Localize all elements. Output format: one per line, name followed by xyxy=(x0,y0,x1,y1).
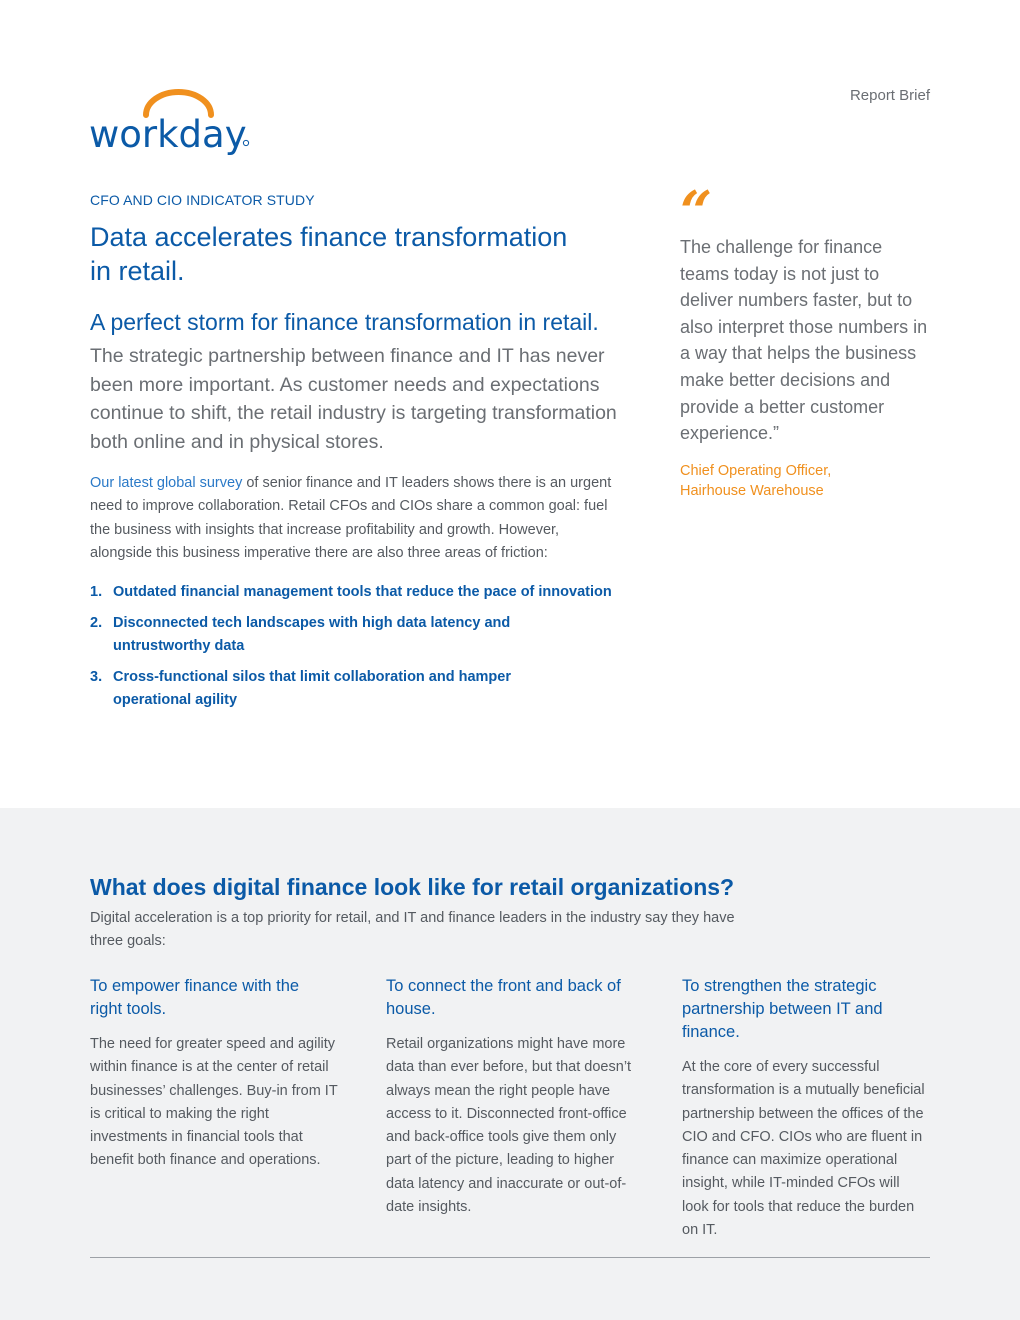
bottom-divider xyxy=(90,1257,930,1258)
lead-paragraph: The strategic partnership between finance and IT has never been more important. As customer needs and expectations continue to shift, the retail industry is targeting transformation both online and in physical stores. xyxy=(90,345,617,453)
section-subtitle: A perfect storm for finance transformation in retail. xyxy=(90,309,599,335)
pull-quote xyxy=(680,179,930,501)
goal-heading: To strengthen the strategic partnership between IT and finance. xyxy=(682,977,883,1041)
survey-link[interactable]: Our latest global survey xyxy=(90,475,243,491)
friction-text: Outdated financial management tools that reduce the pace of innovation xyxy=(113,584,612,601)
friction-list xyxy=(90,581,650,713)
document-type-label: Report Brief xyxy=(849,87,930,104)
quote-attribution xyxy=(680,461,930,501)
survey-paragraph xyxy=(90,472,615,565)
digital-finance-intro: Digital acceleration is a top priority for retail, and IT and finance leaders in the industry say they have three goals: xyxy=(90,910,735,949)
digital-finance-title: What does digital finance look like for retail organizations? xyxy=(90,874,735,900)
goal-column xyxy=(90,975,340,1173)
goal-column xyxy=(386,975,636,1219)
quote-text: The challenge for finance teams today is not just to deliver numbers faster, but to also interpret those numbers in a way that helps the business make better decisions and provide a better customer experience.” xyxy=(680,237,928,444)
friction-text: Disconnected tech landscapes with high data latency and untrustworthy data xyxy=(113,614,511,655)
friction-item xyxy=(90,666,650,713)
goal-column xyxy=(682,975,932,1242)
friction-text: Cross-functional silos that limit collaboration and hamper operational agility xyxy=(113,668,511,709)
friction-number: 1. xyxy=(90,584,103,601)
goal-heading: To empower finance with the right tools. xyxy=(90,977,300,1018)
logo-wordmark: workday xyxy=(89,113,247,156)
intro-section xyxy=(90,192,650,720)
quote-attribution-company: Hairhouse Warehouse xyxy=(680,482,824,499)
friction-number: 3. xyxy=(90,668,103,685)
goal-heading: To connect the front and back of house. xyxy=(386,977,621,1018)
eyebrow-label: CFO AND CIO INDICATOR STUDY xyxy=(90,192,315,208)
quote-mark-icon: “ xyxy=(680,179,713,245)
friction-item xyxy=(90,612,650,659)
workday-logo-mark xyxy=(88,88,258,158)
goal-body: The need for greater speed and agility within finance is at the center of retail businesses’ challenges. Buy-in from IT is critical to making the right investments in financial tools that benefit both finance and operations. xyxy=(90,1036,338,1169)
friction-item xyxy=(90,581,650,605)
goal-body: At the core of every successful transformation is a mutually beneficial partnership between the offices of the CIO and CFO. CIOs who are fluent in finance can maximize operational insight, while IT-minded CFOs will look for tools that reduce the burden on IT. xyxy=(682,1059,925,1239)
survey-text: of senior finance and IT leaders shows there is an urgent need to improve collaboration. Retail CFOs and CIOs share a common goal: fuel the business with insights that increase profitability and growth. However, alongside this business imperative there are also three areas of friction: xyxy=(90,475,612,561)
page-title: Data accelerates finance transformation in retail. xyxy=(90,222,568,286)
workday-logo xyxy=(88,88,258,158)
goal-body: Retail organizations might have more data than ever before, but that doesn’t always mean the right people have access to it. Disconnected front-office and back-office tools give them only part of the picture, leading to higher data latency and inaccurate or out-of-date insights. xyxy=(386,1036,632,1216)
friction-number: 2. xyxy=(90,614,103,631)
quote-attribution-role: Chief Operating Officer, xyxy=(680,462,832,479)
